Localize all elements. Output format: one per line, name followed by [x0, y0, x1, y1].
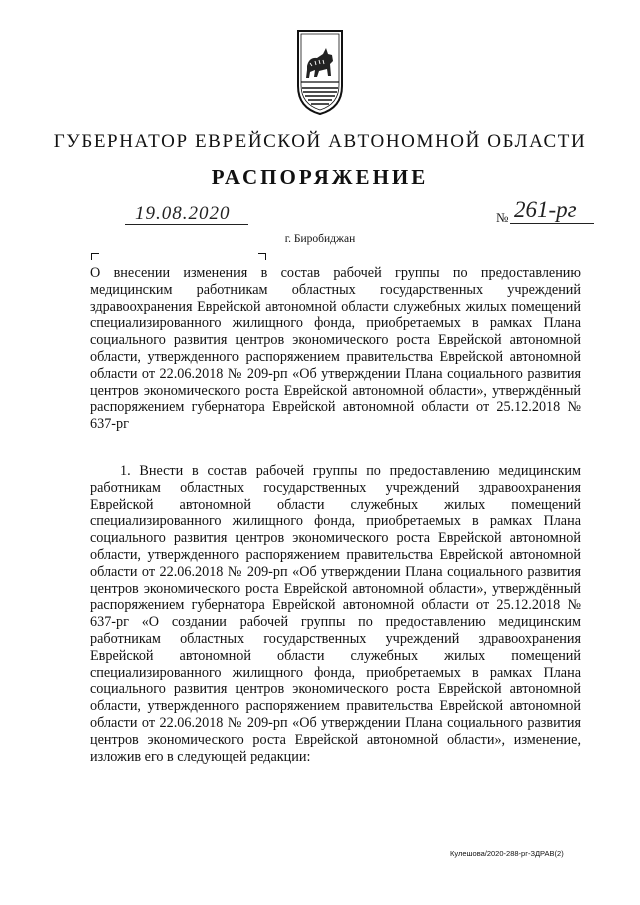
- issuing-authority: ГУБЕРНАТОР ЕВРЕЙСКОЙ АВТОНОМНОЙ ОБЛАСТИ: [53, 131, 587, 152]
- coat-of-arms-icon: [297, 30, 343, 115]
- city-label: г. Биробиджан: [284, 233, 356, 245]
- body-paragraph: 1. Внести в состав рабочей группы по предоставлению медицинским работникам областных государственных учреждений здравоохранения Еврейской автономной области служебных жилых помещений специализированного жилищного фонда, приобретаемых в рамках Плана социального развития центров экономического роста Еврейской автономной области, утвержденного распоряжением правительства Еврейской автономной области от 22.06.2018 № 209-рп «Об утверждении Плана социального развития центров экономического роста Еврейской автономной области», утверждённый распоряжением губернатора Еврейской автономной области от 25.12.2018 № 637-рг «О создании рабочей группы по предоставлению медицинским работникам областных государственных учреждений здравоохранения Еврейской автономной области служебных жилых помещений специализированного жилищного фонда, приобретаемых в рамках Плана социального развития центров экономического роста Еврейской автономной области, утвержденного распоряжением правительства Еврейской автономной области от 22.06.2018 № 209-рп «Об утверждении Плана социального развития центров экономического роста Еврейской автономной области», изменение, изложив его в следующей редакции:: [90, 463, 581, 765]
- handwritten-document-number: 261-рг: [514, 197, 577, 222]
- footer-code: Кулешова/2020-288-рг-ЗДРАВ(2): [450, 849, 564, 858]
- title-bracket-right: [258, 253, 266, 260]
- document-title: О внесении изменения в состав рабочей группы по предоставлению медицинским работникам областных государственных учреждений здравоохранения Еврейской автономной области служебных жилых помещений специализированного жилищного фонда, приобретаемых в рамках Плана социального развития центров экономического роста Еврейской автономной области, утвержденного распоряжением правительства Еврейской автономной области от 22.06.2018 № 209-рп «Об утверждении Плана социального развития центров экономического роста Еврейской автономной области», утверждённый распоряжением губернатора Еврейской автономной области от 25.12.2018 № 637-рг: [90, 265, 581, 433]
- number-sign: №: [496, 210, 509, 225]
- number-underline: [510, 223, 594, 224]
- title-bracket-left: [91, 253, 99, 260]
- document-type-heading: РАСПОРЯЖЕНИЕ: [211, 165, 429, 189]
- handwritten-date: 19.08.2020: [135, 203, 231, 224]
- date-underline: [125, 224, 248, 225]
